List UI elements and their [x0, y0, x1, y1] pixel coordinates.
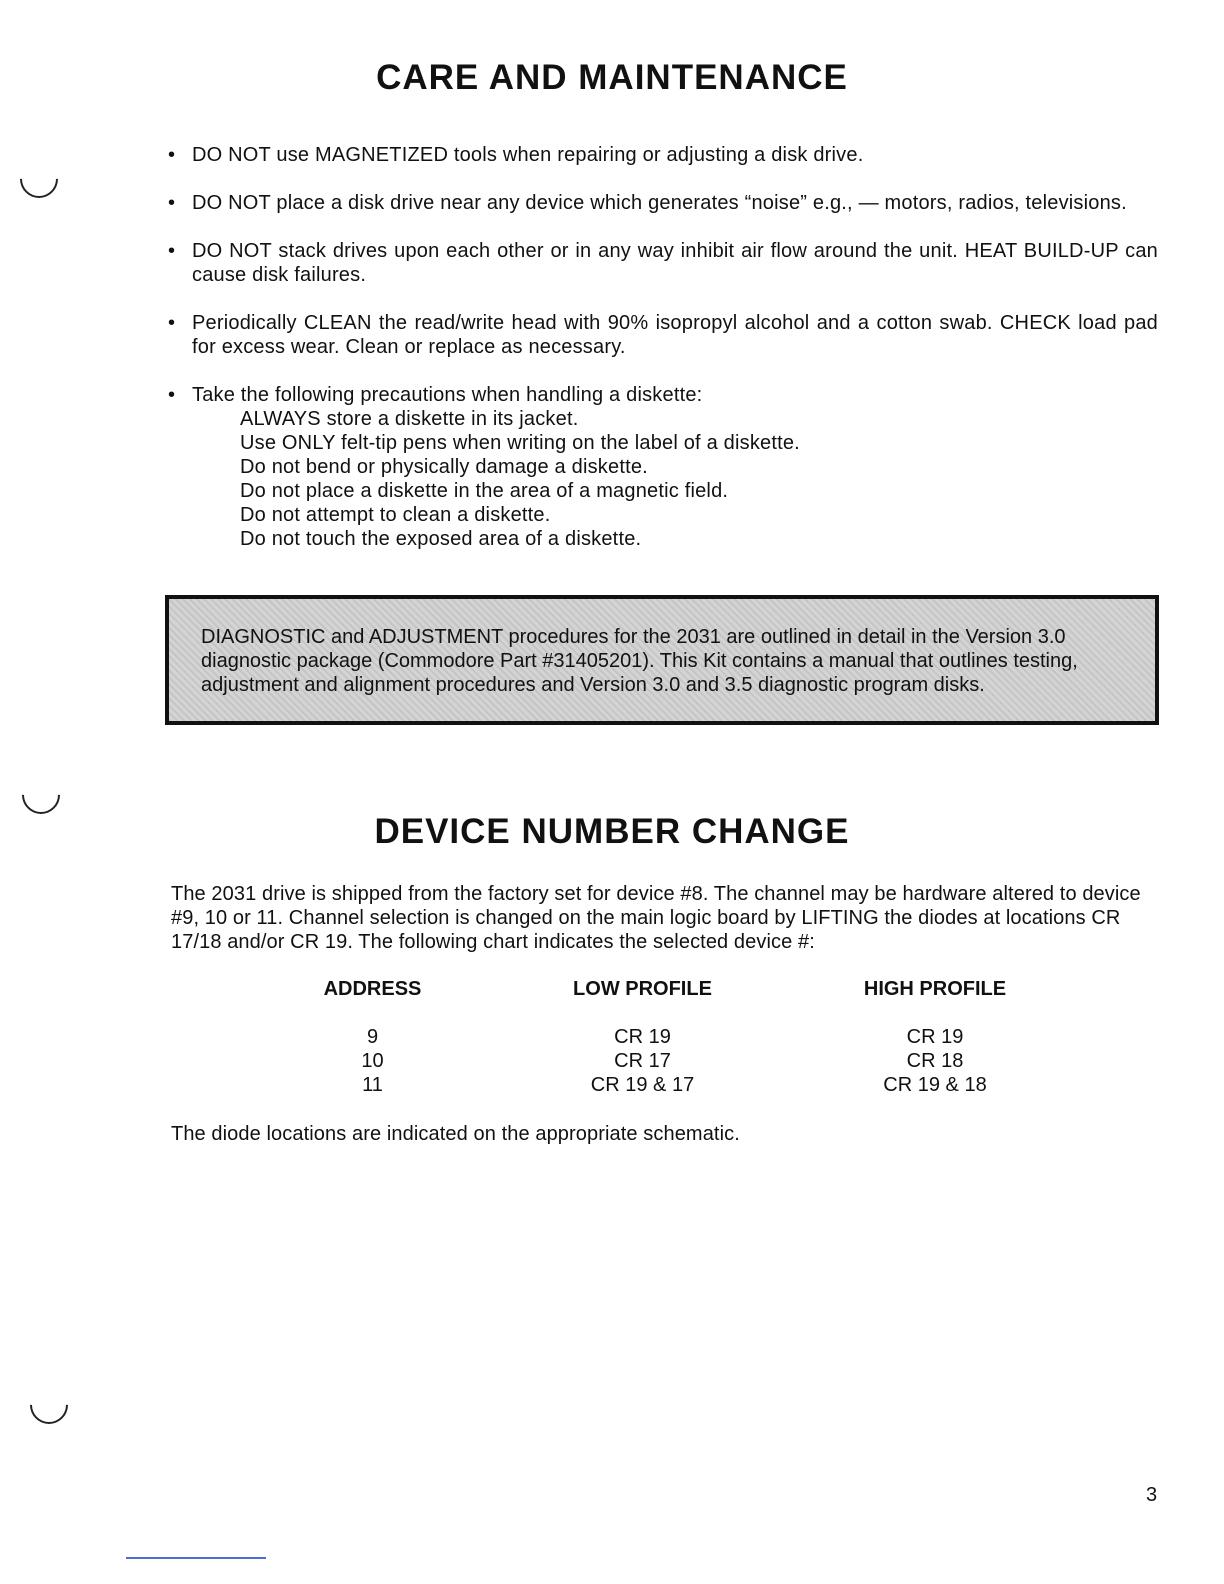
- table-cell: CR 17: [614, 1050, 671, 1072]
- list-item: • DO NOT use MAGNETIZED tools when repairing or adjusting a disk drive.: [168, 144, 864, 166]
- precaution-item: ALWAYS store a diskette in its jacket.: [240, 408, 579, 430]
- binder-hole-mark: [22, 1378, 76, 1432]
- care-bullet-list: [168, 143, 1158, 575]
- precaution-list: [192, 407, 1158, 551]
- table-cell: 9: [366, 1026, 379, 1048]
- care-title: CARE AND MAINTENANCE: [376, 58, 848, 97]
- scan-edge-line: [126, 1557, 266, 1559]
- precaution-item: Do not attempt to clean a diskette.: [240, 504, 551, 526]
- binder-hole-mark: [12, 152, 66, 206]
- column-header: ADDRESS: [323, 978, 422, 1000]
- column-header: HIGH PROFILE: [863, 978, 1007, 1000]
- table-cell: CR 19: [614, 1026, 671, 1048]
- table-cell: 11: [362, 1074, 383, 1096]
- precaution-item: Do not bend or physically damage a diskette.: [240, 456, 648, 478]
- table-cell: CR 19: [906, 1026, 964, 1048]
- precaution-item: Use ONLY felt-tip pens when writing on the label of a diskette.: [240, 432, 800, 454]
- bullet-icon: •: [168, 384, 176, 406]
- table-row: [265, 1025, 1065, 1049]
- list-item: • Take the following precautions when handling a diskette: ALWAYS store a diskette in its jacket. Use ONLY felt-tip pens when writing on the label of a diskette. Do not bend or physically damage a diskette. Do not place a diskette in the area of a magnetic field. Do not attempt to clean a diskette. Do not touch the exposed area of a diskette.: [168, 383, 1158, 551]
- table-row: [265, 1049, 1065, 1073]
- table-cell: CR 19 & 18: [883, 1074, 987, 1096]
- device-address-table: [265, 977, 1065, 1097]
- column-header: LOW PROFILE: [573, 978, 712, 1000]
- table-cell: CR 19 & 17: [590, 1074, 695, 1096]
- bullet-icon: •: [168, 144, 176, 166]
- list-item: • DO NOT place a disk drive near any device which generates “noise” e.g., — motors, radios, televisions.: [168, 192, 1127, 214]
- page-number: 3: [1146, 1484, 1158, 1506]
- list-item: • DO NOT stack drives upon each other or in any way inhibit air flow around the unit. HEAT BUILD-UP can cause disk failures.: [168, 240, 1158, 286]
- table-cell: 10: [361, 1050, 384, 1072]
- bullet-icon: •: [168, 192, 176, 214]
- diode-location-note: The diode locations are indicated on the appropriate schematic.: [171, 1123, 740, 1145]
- list-item: • Periodically CLEAN the read/write head with 90% isopropyl alcohol and a cotton swab. CHECK load pad for excess wear. Clean or replace as necessary.: [168, 312, 1158, 358]
- precaution-item: Do not touch the exposed area of a diskette.: [240, 528, 642, 550]
- table-row: [265, 1073, 1065, 1097]
- device-intro-paragraph: The 2031 drive is shipped from the factory set for device #8. The channel may be hardware altered to device #9, 10 or 11. Channel selection is changed on the main logic board by LIFTING the diodes at locations CR 17/18 and/or CR 19. The following chart indicates the selected device #:: [171, 883, 1141, 953]
- diagnostic-note-text: DIAGNOSTIC and ADJUSTMENT procedures for the 2031 are outlined in detail in the Version 3.0 diagnostic package (Commodore Part #31405201). This Kit contains a manual that outlines testing, adjustment and alignment procedures and Version 3.0 and 3.5 diagnostic program disks.: [201, 626, 1078, 696]
- device-title: DEVICE NUMBER CHANGE: [374, 812, 850, 851]
- bullet-icon: •: [168, 312, 176, 334]
- table-cell: CR 18: [906, 1050, 964, 1072]
- precaution-item: Do not place a diskette in the area of a magnetic field.: [240, 480, 729, 502]
- diagnostic-note-box: [165, 595, 1159, 725]
- bullet-icon: •: [168, 240, 176, 262]
- table-header-row: [265, 977, 1065, 1025]
